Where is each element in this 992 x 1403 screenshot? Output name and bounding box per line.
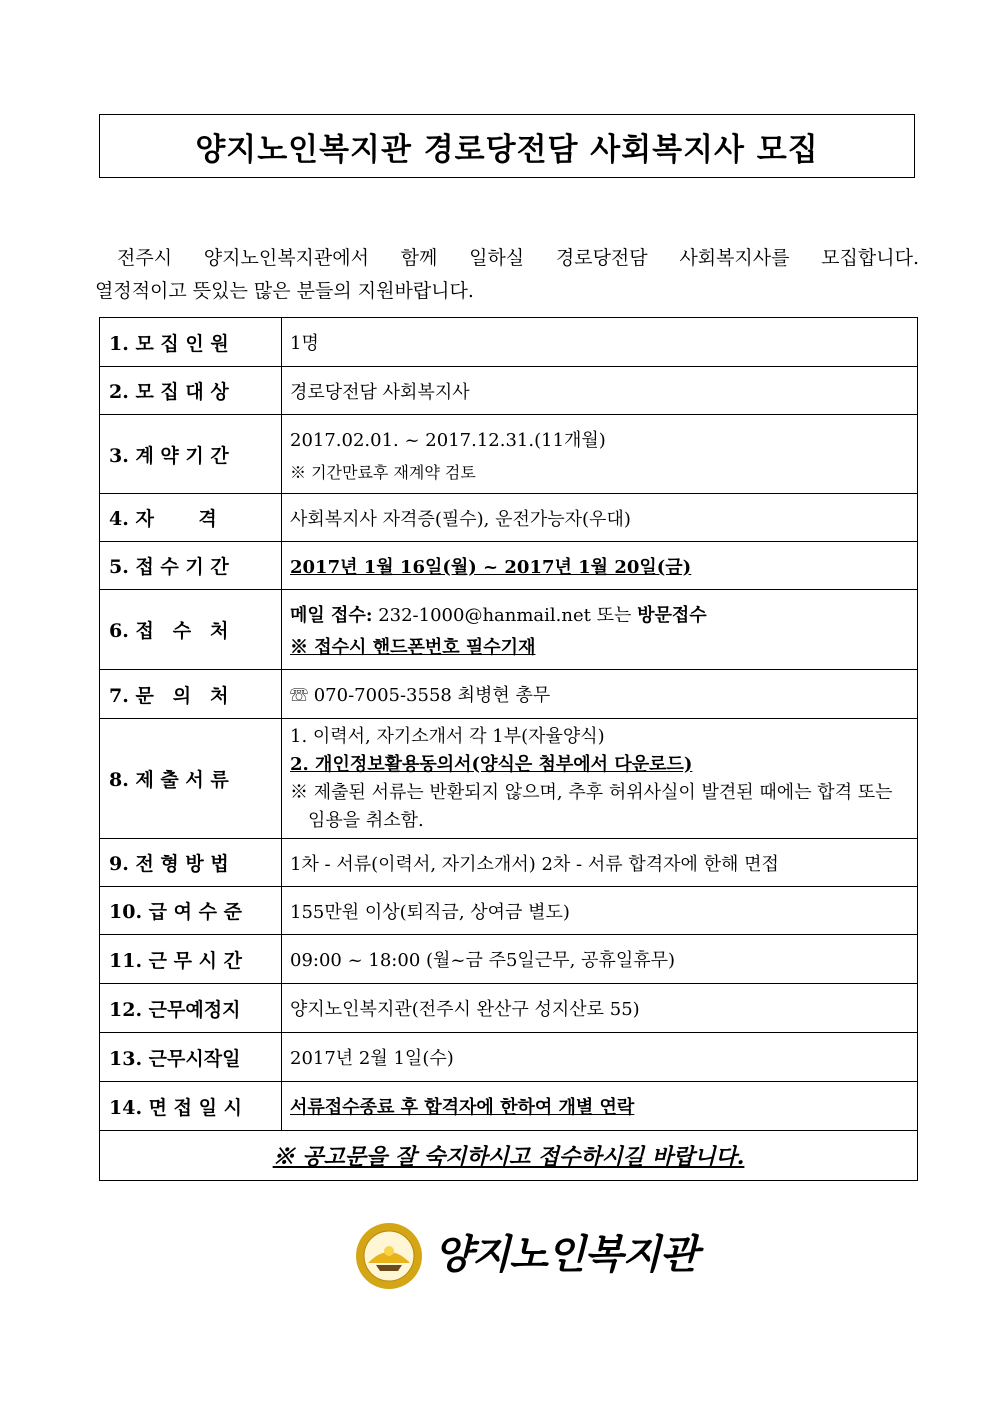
footer-note-text: ※ 공고문을 잘 숙지하시고 접수하시길 바랍니다. [272, 1144, 745, 1170]
table-row [100, 719, 918, 839]
table-row [100, 590, 918, 670]
row-value-group [282, 590, 918, 670]
row-value-group [282, 719, 918, 839]
email-address: 232-1000@hanmail.net [372, 604, 597, 626]
row-value: 2017년 1월 16일(월) ~ 2017년 1월 20일(금) [282, 542, 918, 590]
row-value: 서류접수종료 후 합격자에 한하여 개별 연락 [282, 1082, 918, 1131]
table-row [100, 1131, 918, 1181]
row-value-group [282, 415, 918, 494]
row-value: 2017년 2월 1일(수) [282, 1033, 918, 1082]
table-row [100, 318, 918, 367]
table-row [100, 367, 918, 415]
row-label: 1. 모 집 인 원 [100, 318, 282, 367]
table-row [100, 1082, 918, 1131]
row-label: 11. 근 무 시 간 [100, 935, 282, 984]
phone-required-note: ※ 접수시 핸드폰번호 필수기재 [290, 636, 536, 658]
intro-text [95, 242, 919, 308]
row-label: 10. 급 여 수 준 [100, 887, 282, 935]
doc-note: ※ 제출된 서류는 반환되지 않으며, 추후 허위사실이 발견된 때에는 합격 또는 임용을 취소함. [290, 781, 893, 831]
table-row [100, 542, 918, 590]
row-label: 6. 접 수 처 [100, 590, 282, 670]
footer-note [100, 1131, 918, 1181]
table-row [100, 670, 918, 719]
contract-period: 2017.02.01. ~ 2017.12.31.(11개월) [290, 429, 606, 451]
visit-label: 방문접수 [637, 604, 707, 626]
row-value: 경로당전담 사회복지사 [282, 367, 918, 415]
row-value: 155만원 이상(퇴직금, 상여금 별도) [282, 887, 918, 935]
logo-wordmark: 양지노인복지관 [434, 1231, 698, 1278]
row-value: 09:00 ~ 18:00 (월~금 주5일근무, 공휴일휴무) [282, 935, 918, 984]
row-label: 3. 계 약 기 간 [100, 415, 282, 494]
row-value: 1명 [282, 318, 918, 367]
recruitment-info-table [99, 317, 918, 1181]
row-label: 2. 모 집 대 상 [100, 367, 282, 415]
table-row [100, 494, 918, 542]
doc-item-1: 1. 이력서, 자기소개서 각 1부(자율양식) [290, 725, 605, 747]
row-value: ☏ 070-7005-3558 최병현 총무 [282, 670, 918, 719]
table-row [100, 887, 918, 935]
row-value: 양지노인복지관(전주시 완산구 성지산로 55) [282, 984, 918, 1033]
intro-line-1: 전주시 양지노인복지관에서 함께 일하실 경로당전담 사회복지사를 모집합니다. [117, 247, 919, 269]
row-label: 7. 문 의 처 [100, 670, 282, 719]
page-title: 양지노인복지관 경로당전담 사회복지사 모집 [99, 114, 915, 178]
table-row [100, 415, 918, 494]
table-row [100, 1033, 918, 1082]
table-row [100, 935, 918, 984]
intro-line-2: 열정적이고 뜻있는 많은 분들의 지원바랍니다. [95, 280, 474, 302]
row-label: 14. 면 접 일 시 [100, 1082, 282, 1131]
row-label: 8. 제 출 서 류 [100, 719, 282, 839]
table-row [100, 839, 918, 887]
row-label: 13. 근무시작일 [100, 1033, 282, 1082]
row-value: 사회복지사 자격증(필수), 운전가능자(우대) [282, 494, 918, 542]
row-label: 9. 전 형 방 법 [100, 839, 282, 887]
table-row [100, 984, 918, 1033]
row-label: 5. 접 수 기 간 [100, 542, 282, 590]
doc-item-2: 2. 개인정보활용동의서(양식은 첨부에서 다운로드) [290, 753, 693, 775]
organization-logo [354, 1215, 698, 1295]
mail-label: 메일 접수: [290, 604, 373, 626]
row-label: 12. 근무예정지 [100, 984, 282, 1033]
seal-icon [354, 1221, 424, 1291]
contract-note: ※ 기간만료후 재계약 검토 [290, 462, 476, 482]
row-label: 4. 자 격 [100, 494, 282, 542]
row-value: 1차 - 서류(이력서, 자기소개서) 2차 - 서류 합격자에 한해 면접 [282, 839, 918, 887]
or-text: 또는 [596, 604, 638, 626]
